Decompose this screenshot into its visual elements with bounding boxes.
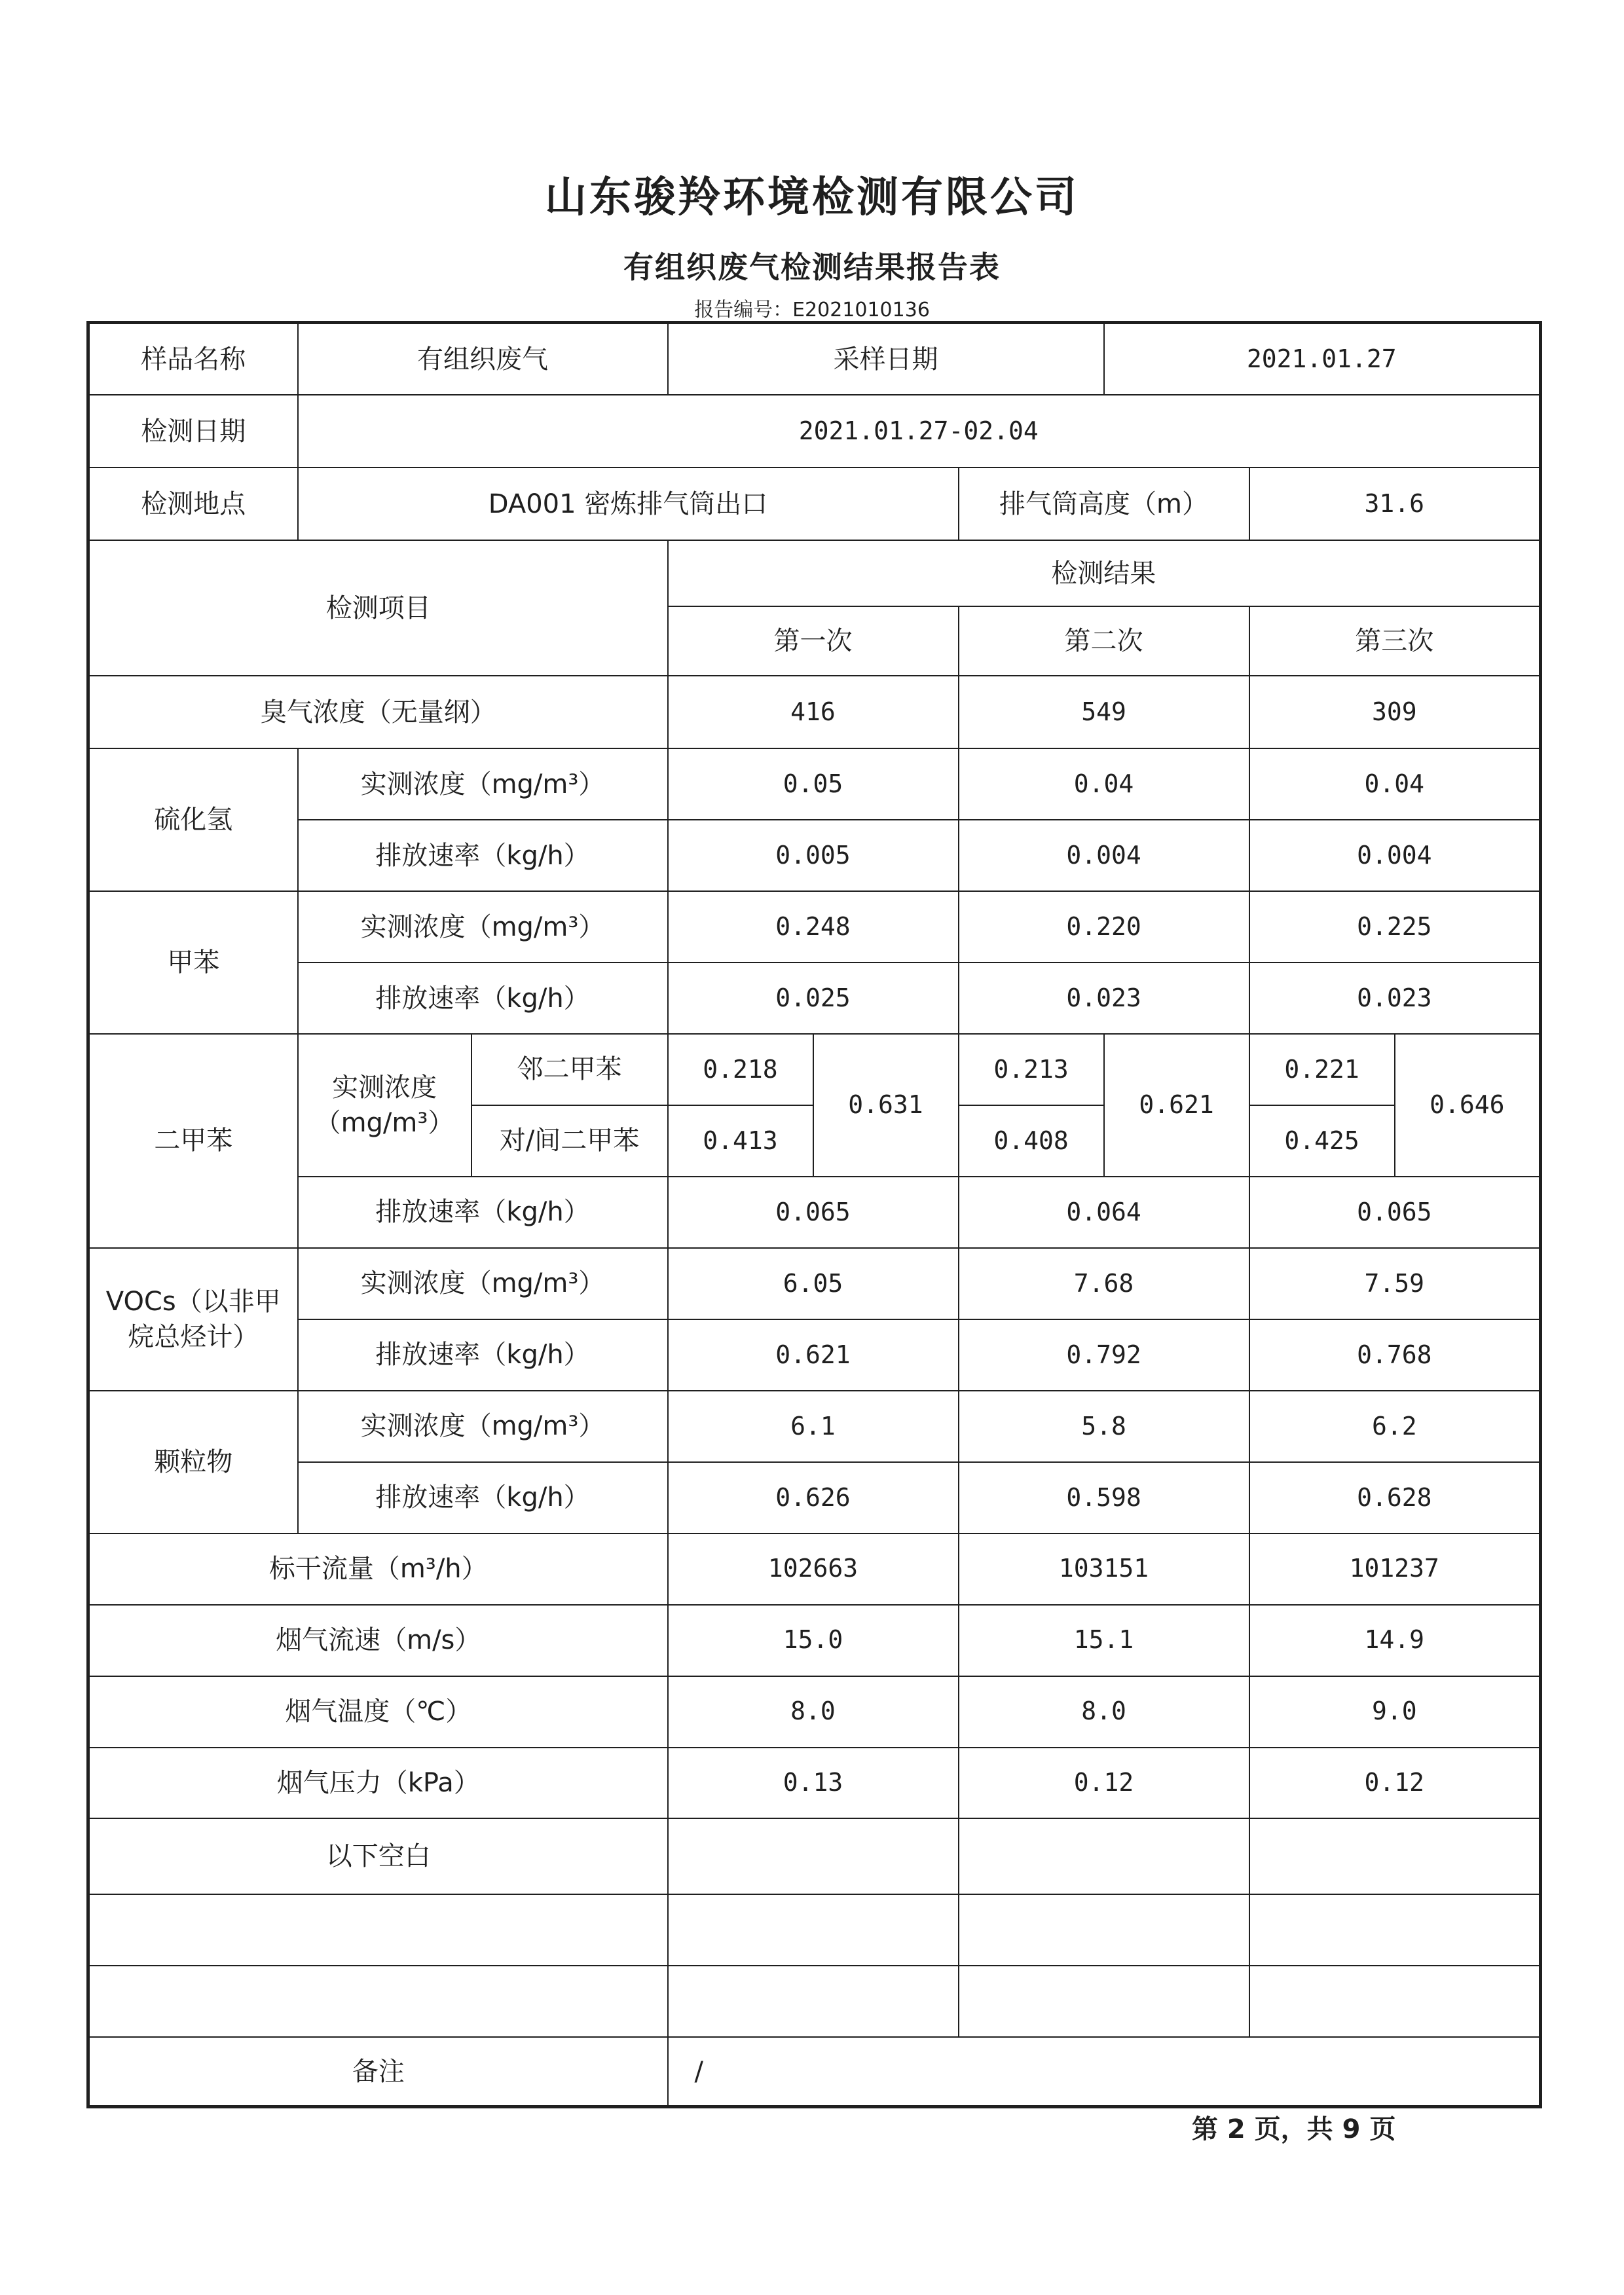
h2s-conc-row	[88, 748, 1541, 820]
vocs-conc-run-3: 7.59	[1249, 1248, 1541, 1319]
xylene-conc-label-line1: 实测浓度	[332, 1072, 437, 1103]
empty-row	[88, 1966, 1541, 2037]
ortho-xylene-run-2: 0.213	[959, 1034, 1104, 1105]
mp-xylene-run-3: 0.425	[1249, 1105, 1395, 1177]
particulate-conc-run-2: 5.8	[959, 1391, 1249, 1462]
pressure-run-3: 0.12	[1249, 1748, 1541, 1819]
sample-name-value: 有组织废气	[298, 323, 668, 395]
xylene-conc-label	[298, 1034, 471, 1177]
blank-note-row	[88, 1818, 1541, 1894]
flow-run-3: 101237	[1249, 1533, 1541, 1605]
h2s-conc-run-2: 0.04	[959, 748, 1249, 820]
xylene-rate-run-1: 0.065	[668, 1177, 959, 1248]
temperature-run-2: 8.0	[959, 1676, 1249, 1748]
test-date-value: 2021.01.27-02.04	[298, 395, 1541, 468]
xylene-rate-label: 排放速率（kg/h）	[298, 1177, 668, 1248]
toluene-rate-label: 排放速率（kg/h）	[298, 963, 668, 1034]
toluene-rate-run-3: 0.023	[1249, 963, 1541, 1034]
report-number: 报告编号：E2021010136	[694, 299, 930, 321]
h2s-rate-row	[88, 820, 1541, 891]
ortho-xylene-run-3: 0.221	[1249, 1034, 1395, 1105]
odor-run-1: 416	[668, 676, 959, 748]
particulate-conc-run-3: 6.2	[1249, 1391, 1541, 1462]
pressure-run-1: 0.13	[668, 1748, 959, 1819]
vocs-rate-label: 排放速率（kg/h）	[298, 1319, 668, 1391]
location-value: DA001 密炼排气筒出口	[298, 468, 959, 540]
particulate-rate-run-1: 0.626	[668, 1462, 959, 1533]
stack-height-value: 31.6	[1249, 468, 1541, 540]
mp-xylene-label: 对/间二甲苯	[471, 1105, 668, 1177]
empty-cell	[668, 1818, 959, 1894]
test-date-row	[88, 395, 1541, 468]
vocs-conc-run-2: 7.68	[959, 1248, 1249, 1319]
xylene-total-run-3: 0.646	[1395, 1034, 1541, 1177]
stack-height-label: 排气筒高度（m）	[959, 468, 1249, 540]
velocity-run-1: 15.0	[668, 1605, 959, 1676]
flow-row	[88, 1533, 1541, 1605]
h2s-conc-run-3: 0.04	[1249, 748, 1541, 820]
toluene-name: 甲苯	[88, 891, 298, 1034]
particulate-rate-run-2: 0.598	[959, 1462, 1249, 1533]
particulate-name: 颗粒物	[88, 1391, 298, 1533]
odor-row	[88, 676, 1541, 748]
vocs-rate-row	[88, 1319, 1541, 1391]
toluene-conc-run-2: 0.220	[959, 891, 1249, 963]
flow-label: 标干流量（m³/h）	[88, 1533, 668, 1605]
empty-row	[88, 1894, 1541, 1966]
empty-cell	[1249, 1894, 1541, 1966]
toluene-conc-label: 实测浓度（mg/m³）	[298, 891, 668, 963]
velocity-label: 烟气流速（m/s）	[88, 1605, 668, 1676]
pressure-label: 烟气压力（kPa）	[88, 1748, 668, 1819]
particulate-rate-label: 排放速率（kg/h）	[298, 1462, 668, 1533]
xylene-rate-run-2: 0.064	[959, 1177, 1249, 1248]
toluene-conc-row	[88, 891, 1541, 963]
vocs-rate-run-1: 0.621	[668, 1319, 959, 1391]
h2s-conc-run-1: 0.05	[668, 748, 959, 820]
flow-run-2: 103151	[959, 1533, 1249, 1605]
temperature-run-3: 9.0	[1249, 1676, 1541, 1748]
particulate-rate-run-3: 0.628	[1249, 1462, 1541, 1533]
empty-cell	[959, 1966, 1249, 2037]
results-table	[86, 321, 1542, 2108]
test-date-label: 检测日期	[88, 395, 298, 468]
mp-xylene-run-2: 0.408	[959, 1105, 1104, 1177]
empty-cell	[88, 1894, 668, 1966]
report-title: 有组织废气检测结果报告表	[623, 249, 1001, 285]
vocs-rate-run-3: 0.768	[1249, 1319, 1541, 1391]
xylene-total-run-1: 0.631	[813, 1034, 959, 1177]
xylene-ortho-row	[88, 1034, 1541, 1105]
temperature-run-1: 8.0	[668, 1676, 959, 1748]
h2s-rate-run-2: 0.004	[959, 820, 1249, 891]
sample-name-label: 样品名称	[88, 323, 298, 395]
xylene-rate-row	[88, 1177, 1541, 1248]
toluene-rate-run-1: 0.025	[668, 963, 959, 1034]
location-label: 检测地点	[88, 468, 298, 540]
company-name: 山东骏羚环境检测有限公司	[545, 174, 1079, 222]
velocity-run-3: 14.9	[1249, 1605, 1541, 1676]
empty-cell	[668, 1966, 959, 2037]
odor-run-2: 549	[959, 676, 1249, 748]
vocs-name	[88, 1248, 298, 1391]
h2s-rate-label: 排放速率（kg/h）	[298, 820, 668, 891]
particulate-rate-row	[88, 1462, 1541, 1533]
remark-row	[88, 2037, 1541, 2106]
particulate-conc-row	[88, 1391, 1541, 1462]
vocs-conc-row	[88, 1248, 1541, 1319]
odor-label: 臭气浓度（无量纲）	[88, 676, 668, 748]
vocs-name-line1: VOCs（以非甲	[105, 1286, 281, 1317]
empty-cell	[88, 1966, 668, 2037]
run-3-header: 第三次	[1249, 606, 1541, 676]
temperature-label: 烟气温度（℃）	[88, 1676, 668, 1748]
temperature-row	[88, 1676, 1541, 1748]
sampling-date-label: 采样日期	[668, 323, 1104, 395]
xylene-conc-label-line2: （mg/m³）	[314, 1107, 454, 1138]
particulate-conc-label: 实测浓度（mg/m³）	[298, 1391, 668, 1462]
toluene-conc-run-3: 0.225	[1249, 891, 1541, 963]
run-1-header: 第一次	[668, 606, 959, 676]
vocs-name-line2: 烷总烃计）	[128, 1321, 259, 1352]
empty-cell	[1249, 1966, 1541, 2037]
location-row	[88, 468, 1541, 540]
h2s-rate-run-3: 0.004	[1249, 820, 1541, 891]
empty-cell	[959, 1894, 1249, 1966]
item-header: 检测项目	[88, 540, 668, 676]
velocity-run-2: 15.1	[959, 1605, 1249, 1676]
ortho-xylene-run-1: 0.218	[668, 1034, 813, 1105]
toluene-rate-row	[88, 963, 1541, 1034]
empty-cell	[959, 1818, 1249, 1894]
flow-run-1: 102663	[668, 1533, 959, 1605]
velocity-row	[88, 1605, 1541, 1676]
page-number: 第 2 页，共 9 页	[1192, 2114, 1396, 2144]
toluene-rate-run-2: 0.023	[959, 963, 1249, 1034]
toluene-conc-run-1: 0.248	[668, 891, 959, 963]
h2s-rate-run-1: 0.005	[668, 820, 959, 891]
remark-label: 备注	[88, 2037, 668, 2106]
particulate-conc-run-1: 6.1	[668, 1391, 959, 1462]
xylene-rate-run-3: 0.065	[1249, 1177, 1541, 1248]
vocs-conc-run-1: 6.05	[668, 1248, 959, 1319]
run-2-header: 第二次	[959, 606, 1249, 676]
sampling-date-value: 2021.01.27	[1104, 323, 1541, 395]
blank-note: 以下空白	[88, 1818, 668, 1894]
result-header: 检测结果	[668, 540, 1541, 606]
pressure-run-2: 0.12	[959, 1748, 1249, 1819]
vocs-rate-run-2: 0.792	[959, 1319, 1249, 1391]
pressure-row	[88, 1748, 1541, 1819]
mp-xylene-run-1: 0.413	[668, 1105, 813, 1177]
xylene-name: 二甲苯	[88, 1034, 298, 1248]
header-row-1	[88, 540, 1541, 606]
vocs-conc-label: 实测浓度（mg/m³）	[298, 1248, 668, 1319]
ortho-xylene-label: 邻二甲苯	[471, 1034, 668, 1105]
sample-info-row	[88, 323, 1541, 395]
xylene-total-run-2: 0.621	[1104, 1034, 1249, 1177]
odor-run-3: 309	[1249, 676, 1541, 748]
h2s-name: 硫化氢	[88, 748, 298, 891]
empty-cell	[668, 1894, 959, 1966]
empty-cell	[1249, 1818, 1541, 1894]
h2s-conc-label: 实测浓度（mg/m³）	[298, 748, 668, 820]
remark-value: /	[668, 2037, 1541, 2106]
